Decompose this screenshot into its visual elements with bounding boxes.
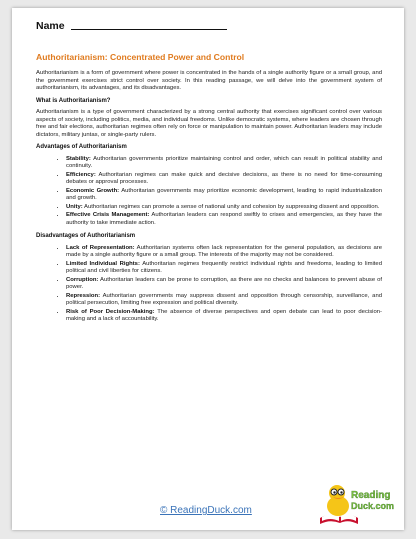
logo-text-duck: Duck.com [351, 501, 395, 511]
item-text: Authoritarian governments prioritize maintaining control and order, which can result in political stability and continuity. [66, 155, 382, 169]
worksheet-title: Authoritarianism: Concentrated Power and Control [36, 52, 245, 62]
item-text: Authoritarian regimes can make quick and decisive decisions, as there is no need for time-consuming debates or approval processes. [66, 171, 382, 185]
advantages-heading: Advantages of Authoritarianism [36, 144, 127, 150]
disadvantages-heading: Disadvantages of Authoritarianism [36, 233, 136, 239]
logo-text-reading: Reading [351, 490, 391, 501]
item-term: Repression: [66, 292, 101, 299]
disadvantages-list [36, 245, 382, 324]
list-item [66, 245, 382, 260]
list-item [66, 172, 382, 187]
reading-duck-logo [318, 480, 395, 528]
what-paragraph: Authoritarianism is a type of government characterized by a strong central authority that exercises significant control over various aspects of society, including politics, media, and individual freedoms. Unlike democratic systems, where leaders are chosen through free and fair elections, authoritarian regimes often rely on force or manipulation to maintain power. Authoritarian leaders may include dictators, military juntas, or single-party rulers. [36, 109, 382, 138]
name-field-row [36, 20, 227, 32]
readingduck-link[interactable]: © ReadingDuck.com [160, 505, 252, 516]
list-item [66, 309, 382, 324]
worksheet-page [12, 8, 404, 530]
item-text: Authoritarian governments may suppress dissent and opposition through censorship, surveillance, and political persecution, limiting free expression and political diversity. [66, 292, 382, 306]
name-label: Name [36, 20, 65, 32]
item-text: Authoritarian regimes can promote a sense of national unity and cohesion by suppressing dissent and opposition. [82, 203, 380, 210]
list-item [66, 277, 382, 292]
advantages-list [36, 156, 382, 228]
item-term: Stability: [66, 155, 91, 162]
item-term: Risk of Poor Decision-Making: [66, 308, 155, 315]
list-item [66, 204, 382, 212]
item-term: Lack of Representation: [66, 244, 135, 251]
item-term: Corruption: [66, 276, 99, 283]
item-term: Unity: [66, 203, 83, 210]
name-blank-line [71, 29, 227, 30]
item-text: The absence of diverse perspectives and open debate can lead to poor decision-making and a lack of accountability. [66, 308, 382, 322]
item-term: Limited Individual Rights: [66, 260, 140, 267]
list-item [66, 212, 382, 227]
what-heading: What is Authoritarianism? [36, 97, 111, 104]
item-text: Authoritarian governments may prioritize economic development, leading to rapid industrialization and growth. [66, 187, 382, 201]
item-term: Economic Growth: [66, 187, 120, 194]
reading-passage [36, 70, 382, 330]
list-item [66, 293, 382, 308]
item-text: Authoritarian regimes frequently restrict individual rights and freedoms, leading to limited political and civil liberties for citizens. [66, 260, 382, 274]
intro-paragraph: Authoritarianism is a form of government where power is concentrated in the hands of a single authority figure or a small group, and the government exercises strict control over society. In this reading passage, we will delve into the government system of authoritarianism, its advantages, and its disadvantages. [36, 70, 382, 91]
item-text: Authoritarian leaders can respond swiftly to crises and emergencies, as they have the authority to take immediate action. [66, 212, 383, 226]
list-item [66, 261, 382, 276]
item-text: Authoritarian systems often lack representation for the general population, as decisions are made by a single authority figure or a small group. The interests of the majority may not be considered. [66, 244, 382, 258]
item-text: Authoritarian leaders can be prone to corruption, as there are no checks and balances to prevent abuse of power. [66, 276, 382, 290]
item-term: Effective Crisis Management: [66, 212, 150, 218]
list-item [66, 156, 382, 171]
item-term: Efficiency: [66, 171, 96, 178]
list-item [66, 188, 382, 203]
